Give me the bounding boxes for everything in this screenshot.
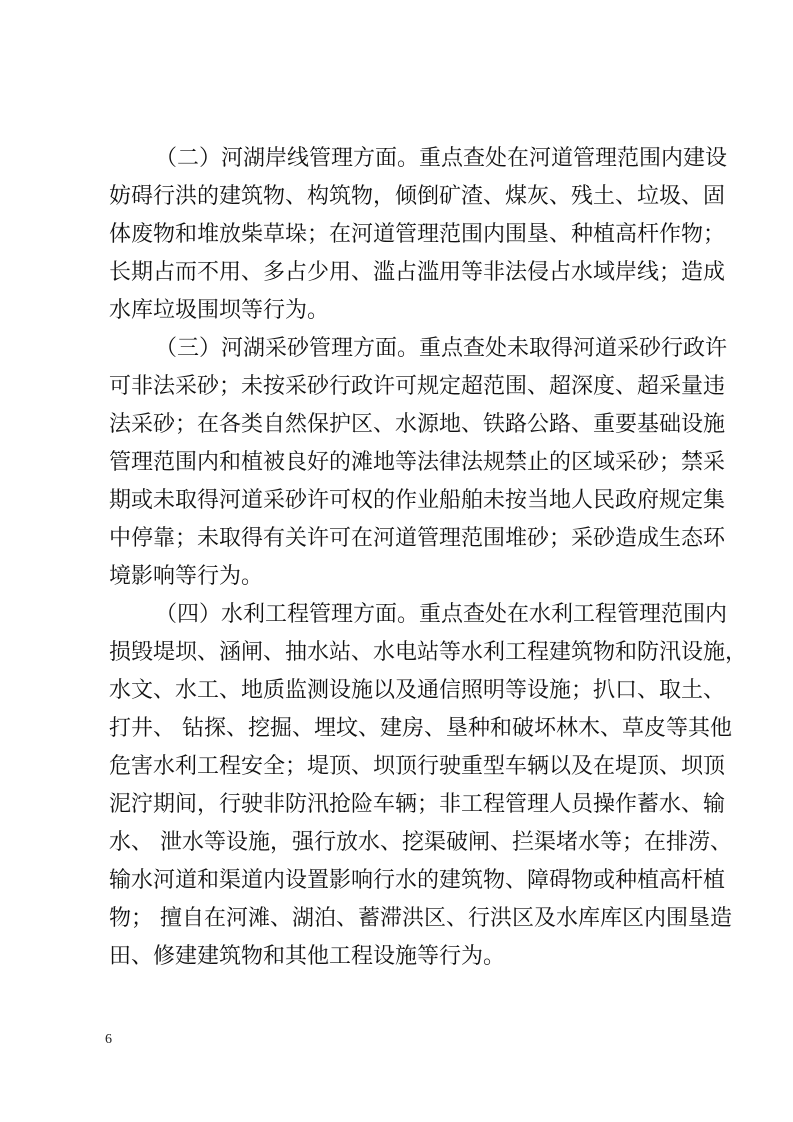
- page-number: 6: [105, 1032, 112, 1047]
- text-line: 危害水利工程安全；堤顶、坝顶行驶重型车辆以及在堤顶、坝顶: [109, 754, 726, 779]
- paragraph-sand-mining-management: [109, 330, 728, 596]
- text-line: 水文、水工、地质监测设施以及通信照明等设施；扒口、取土、: [109, 678, 726, 703]
- text-line: 长期占而不用、多占少用、滥占滥用等非法侵占水域岸线；造成: [109, 260, 726, 285]
- text-line: 打井、 钻探、挖掘、埋坟、建房、垦种和破坏林木、草皮等其他: [109, 716, 732, 741]
- text-line: 物； 擅自在河滩、湖泊、蓄滞洪区、行洪区及水库库区内围垦造: [109, 906, 732, 931]
- paragraph-heading: （二）河湖岸线管理方面。: [155, 146, 420, 171]
- text-line: （三）河湖采砂管理方面。重点查处未取得河道采砂行政许: [155, 336, 728, 361]
- text-line: 水库垃圾围坝等行为。: [109, 298, 330, 323]
- text-line: 体废物和堆放柴草垛；在河道管理范围内围垦、种植高杆作物；: [109, 222, 726, 247]
- text-line: 田、修建建筑物和其他工程设施等行为。: [109, 944, 506, 969]
- text-line: 法采砂；在各类自然保护区、水源地、铁路公路、重要基础设施: [109, 412, 726, 437]
- text-line: 可非法采砂；未按采砂行政许可规定超范围、超深度、超采量违: [109, 374, 726, 399]
- text-line: 水、 泄水等设施，强行放水、挖渠破闸、拦渠堵水等；在排涝、: [109, 830, 732, 855]
- text-line: 妨碍行洪的建筑物、构筑物，倾倒矿渣、煤灰、残土、垃圾、固: [109, 184, 726, 209]
- text-line: 损毁堤坝、涵闸、抽水站、水电站等水利工程建筑物和防汛设施，: [109, 640, 748, 665]
- text-line: 管理范围内和植被良好的滩地等法律法规禁止的区域采砂；禁采: [109, 450, 726, 475]
- paragraph-heading: （四）水利工程管理方面。: [155, 602, 420, 627]
- text-line: 泥泞期间，行驶非防汛抢险车辆；非工程管理人员操作蓄水、输: [109, 792, 726, 817]
- text-line: （二）河湖岸线管理方面。重点查处在河道管理范围内建设: [155, 146, 728, 171]
- text-line: 期或未取得河道采砂许可权的作业船舶未按当地人民政府规定集: [109, 488, 726, 513]
- text-line: 境影响等行为。: [109, 564, 264, 589]
- document-body: [109, 140, 748, 976]
- text-line: 中停靠；未取得有关许可在河道管理范围堆砂；采砂造成生态环: [109, 526, 726, 551]
- paragraph-riverbank-management: [109, 140, 728, 330]
- paragraph-water-project-management: [109, 596, 748, 976]
- text-line: （四）水利工程管理方面。重点查处在水利工程管理范围内: [155, 602, 728, 627]
- paragraph-heading: （三）河湖采砂管理方面。: [155, 336, 420, 361]
- text-line: 输水河道和渠道内设置影响行水的建筑物、障碍物或种植高杆植: [109, 868, 726, 893]
